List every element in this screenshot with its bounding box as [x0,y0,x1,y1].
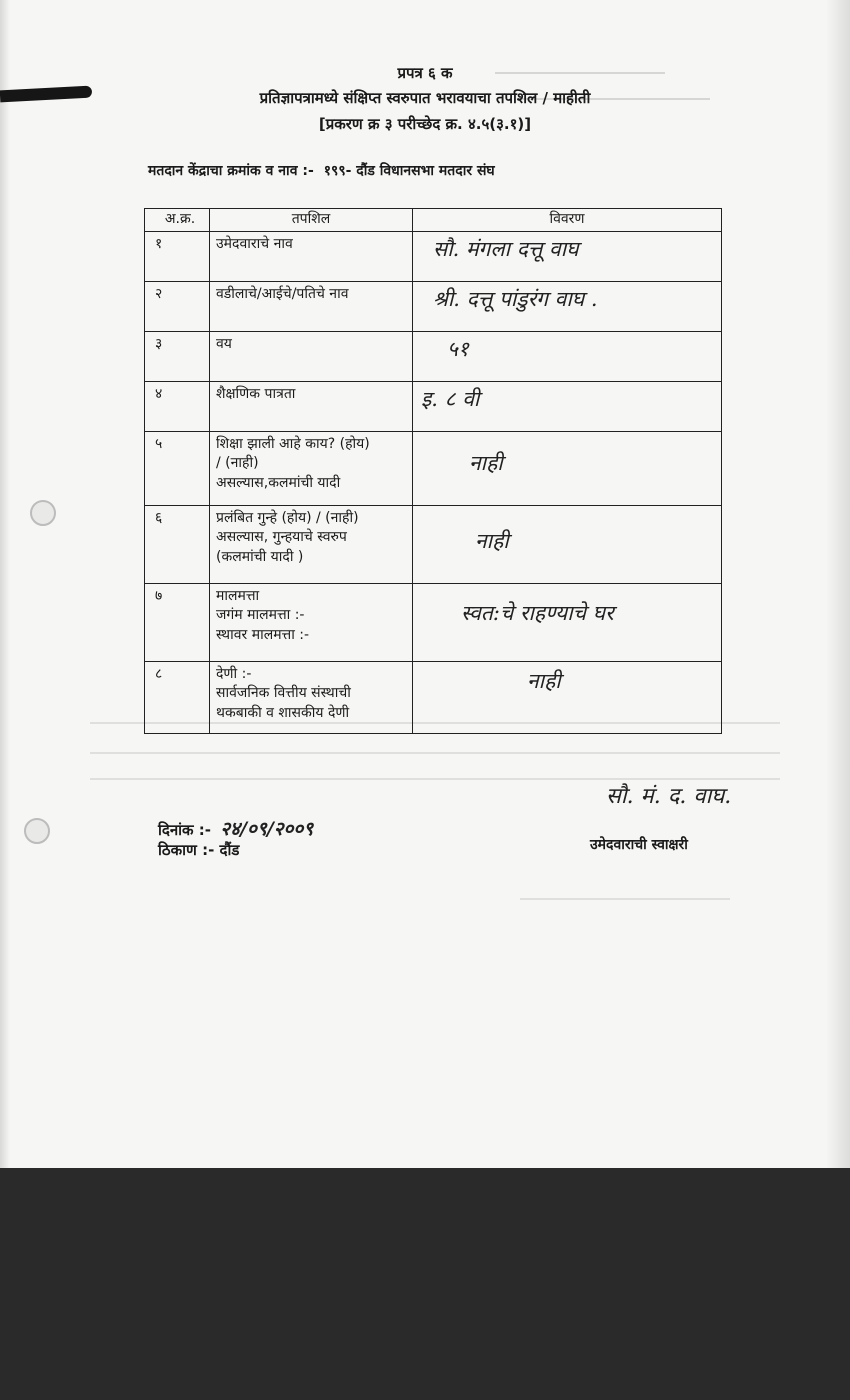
row-serial: १ [145,231,210,281]
row-detail-line: असल्यास,कलमांची यादी [216,474,341,491]
form-reference: [प्रकरण क्र ३ परीच्छेद क्र. ४.५(३.१)] [318,115,532,133]
row-detail-line: वय [216,335,232,352]
page-right-edge [826,0,850,1168]
constituency-label: मतदान केंद्राचा क्रमांक व नाव :- [148,163,314,179]
header-value: विवरण [413,209,722,232]
row-detail-line: वडीलाचे/आईचे/पतिचे नाव [216,285,349,302]
row-value [413,505,722,583]
row-detail-line: उमेदवाराचे नाव [216,235,293,252]
handwritten-value: नाही [475,528,509,553]
candidate-signature: सौ. मं. द. वाघ. [606,784,732,809]
bleed-through-texture [90,752,780,754]
row-detail-line: मालमत्ता [216,587,260,604]
row-detail [210,281,413,331]
handwritten-value: ५१ [447,336,469,361]
row-detail-line: शैक्षणिक पात्रता [216,385,296,402]
constituency-value: १९९- दौंड विधानसभा मतदार संघ [323,163,495,179]
row-value [413,583,722,661]
row-detail [210,583,413,661]
row-detail [210,431,413,505]
row-serial: ३ [145,331,210,381]
table-row [145,505,722,583]
table-row [145,331,722,381]
place-value: दौंड [219,841,240,859]
handwritten-value: स्वत:चे राहण्याचे घर [461,600,614,625]
table-row [145,381,722,431]
table-row [145,231,722,281]
row-detail [210,231,413,281]
form-number: प्रपत्र ६ क [397,64,453,82]
details-table [144,208,722,734]
row-detail-line: (कलमांची यादी ) [216,548,304,565]
date-label: दिनांक :- [158,821,212,839]
handwritten-value: नाही [469,450,503,475]
row-detail-line: स्थावर मालमत्ता :- [216,626,310,643]
handwritten-value: सौ. मंगला दत्तू वाघ [433,236,579,261]
form-title: प्रतिज्ञापत्रामध्ये संक्षिप्त स्वरुपात भरावयाचा तपशिल / माहीती [259,89,591,107]
place-line [158,840,239,860]
row-value [413,661,722,733]
row-detail-line: देणी :- [216,665,252,682]
page-left-edge [0,0,10,1168]
row-serial: ४ [145,381,210,431]
row-serial: ८ [145,661,210,733]
table-header-row [145,209,722,232]
row-detail-line: असल्यास, गुन्हयाचे स्वरुप [216,529,347,546]
date-value: २४/०९/२००९ [220,818,314,840]
handwritten-value: नाही [527,668,561,693]
date-line [158,815,313,841]
row-detail-line: प्रलंबित गुन्हे (होय) / (नाही) [216,509,359,526]
table-row [145,431,722,505]
handwritten-value: इ. ८ वी [421,386,480,411]
row-serial: ७ [145,583,210,661]
punch-hole [24,818,50,844]
signature-label: उमेदवाराची स्वाक्षरी [590,837,688,853]
place-label: ठिकाण :- [158,841,215,859]
row-serial: ५ [145,431,210,505]
row-detail-line: सार्वजनिक वित्तीय संस्थाची [216,685,351,702]
row-value [413,281,722,331]
table-row [145,661,722,733]
row-detail-line: थकबाकी व शासकीय देणी [216,704,350,721]
row-detail [210,505,413,583]
table-row [145,583,722,661]
row-serial: २ [145,281,210,331]
row-detail-line: / (नाही) [216,455,259,472]
row-detail-line: जगंम मालमत्ता :- [216,607,305,624]
row-serial: ६ [145,505,210,583]
row-value [413,431,722,505]
row-value [413,331,722,381]
handwritten-value: श्री. दत्तू पांडुरंग वाघ . [433,286,598,311]
punch-hole [30,500,56,526]
header-detail: तपशिल [210,209,413,232]
row-detail-line: शिक्षा झाली आहे काय? (होय) [216,435,370,452]
constituency-line [148,161,495,180]
bleed-through-texture [520,898,730,900]
row-value [413,231,722,281]
row-detail [210,381,413,431]
row-detail [210,661,413,733]
row-value [413,381,722,431]
header-serial: अ.क्र. [145,209,210,232]
table-row [145,281,722,331]
row-detail [210,331,413,381]
